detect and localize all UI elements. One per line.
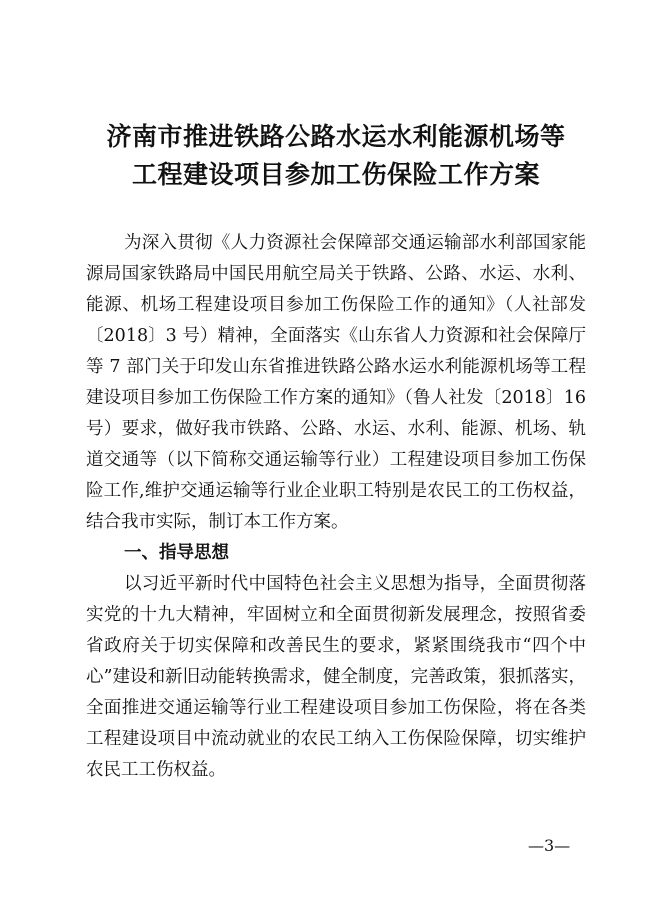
intro-paragraph-line: 道交通等（以下简称交通运输等行业）工程建设项目参加工伤保	[86, 450, 586, 470]
intro-paragraph-line: 结合我市实际，制订本工作方案。	[86, 512, 349, 532]
section1-paragraph-line: 以习近平新时代中国特色社会主义思想为指导，全面贯彻落	[124, 574, 586, 594]
intro-paragraph-line: 〔2018〕3 号）精神，全面落实《山东省人力资源和社会保障厅	[86, 326, 586, 346]
intro-paragraph-line: 能源、机场工程建设项目参加工伤保险工作的通知》（人社部发	[86, 295, 586, 315]
document-title-line-1: 济南市推进铁路公路水运水利能源机场等	[106, 122, 566, 151]
intro-paragraph-line: 为深入贯彻《人力资源社会保障部交通运输部水利部国家能	[124, 233, 586, 253]
section1-paragraph-line: 实党的十九大精神，牢固树立和全面贯彻新发展理念，按照省委	[86, 605, 586, 625]
intro-paragraph-line: 建设项目参加工伤保险工作方案的通知》（鲁人社发〔2018〕16	[86, 388, 586, 408]
section-heading-guiding-ideology: 一、指导思想	[124, 543, 229, 563]
section1-paragraph-line: 工程建设项目中流动就业的农民工纳入工伤保险保障，切实维护	[86, 729, 586, 749]
section1-paragraph-line: 省政府关于切实保障和改善民生的要求，紧紧围绕我市“四个中	[86, 636, 586, 656]
section1-paragraph-line: 全面推进交通运输等行业工程建设项目参加工伤保险，将在各类	[86, 698, 586, 718]
page-number: —3—	[528, 836, 571, 855]
section1-paragraph-line: 心”建设和新旧动能转换需求，健全制度，完善政策，狠抓落实，	[86, 667, 586, 687]
intro-paragraph-line: 号）要求，做好我市铁路、公路、水运、水利、能源、机场、轨	[86, 419, 586, 439]
intro-paragraph-line: 等 7 部门关于印发山东省推进铁路公路水运水利能源机场等工程	[86, 357, 586, 377]
section1-paragraph-line: 农民工工伤权益。	[86, 760, 226, 780]
document-title-line-2: 工程建设项目参加工伤保险工作方案	[131, 160, 540, 189]
intro-paragraph-line: 险工作,维护交通运输等行业企业职工特别是农民工的工伤权益，	[86, 481, 586, 501]
intro-paragraph-line: 源局国家铁路局中国民用航空局关于铁路、公路、水运、水利、	[86, 264, 586, 284]
